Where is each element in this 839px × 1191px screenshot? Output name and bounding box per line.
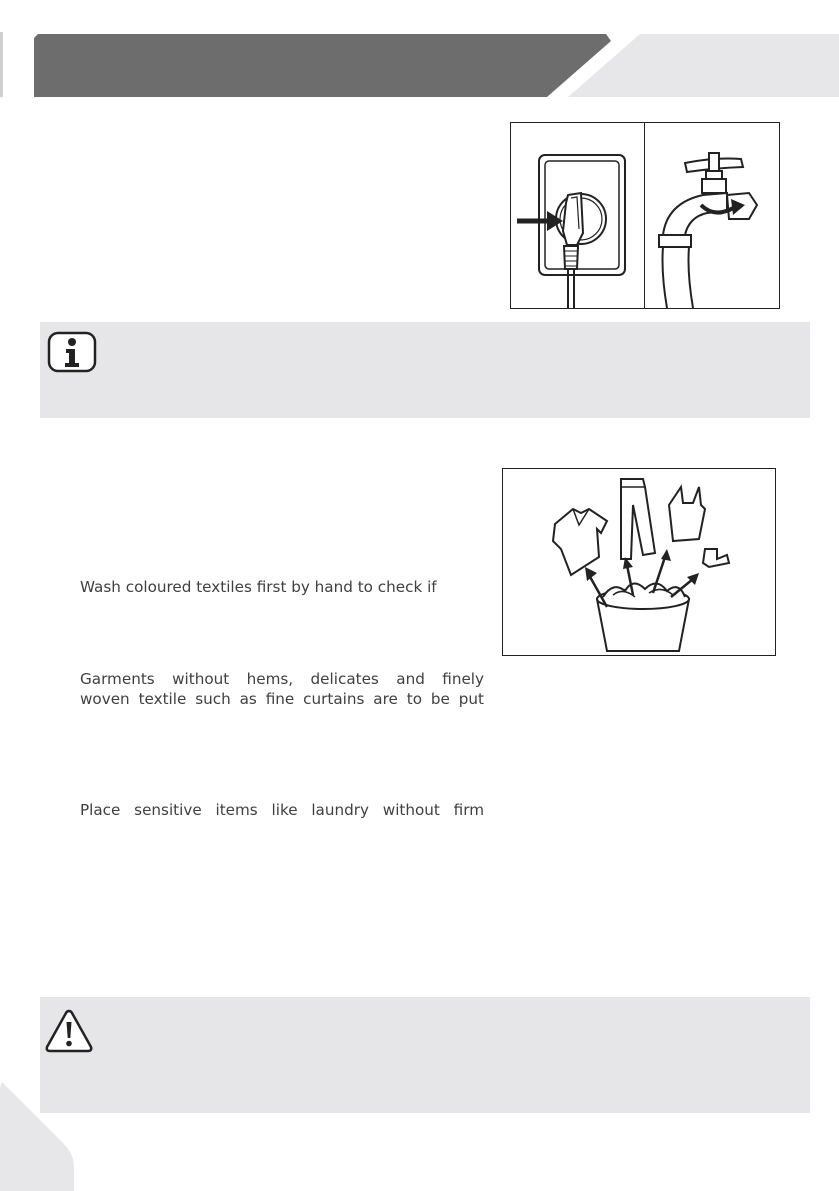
info-icon	[47, 331, 97, 373]
header-tab	[568, 34, 839, 97]
coloured-textiles-text: Wash coloured textiles first by hand to check if	[80, 578, 437, 596]
garments-text-line-1: Garments without hems, delicates and finely	[80, 670, 484, 688]
header-bar	[34, 34, 611, 97]
laundry-illustration-frame	[502, 468, 776, 656]
sensitive-items-text: Place sensitive items like laundry without firm	[80, 801, 484, 819]
laundry-sorting-illustration	[503, 469, 775, 655]
warning-note-box	[40, 997, 810, 1113]
warning-icon	[44, 1008, 94, 1054]
plug-illustration-frame	[510, 122, 646, 309]
plug-into-socket-illustration	[511, 123, 645, 308]
info-note-box	[40, 322, 810, 418]
tap-illustration-frame	[644, 122, 780, 309]
open-water-tap-illustration	[645, 123, 779, 308]
garments-text-line-2: woven textile such as fine curtains are to be put	[80, 690, 484, 708]
left-edge-tab	[0, 32, 3, 97]
header-banner	[0, 0, 839, 110]
page-corner-tab	[0, 1082, 80, 1191]
